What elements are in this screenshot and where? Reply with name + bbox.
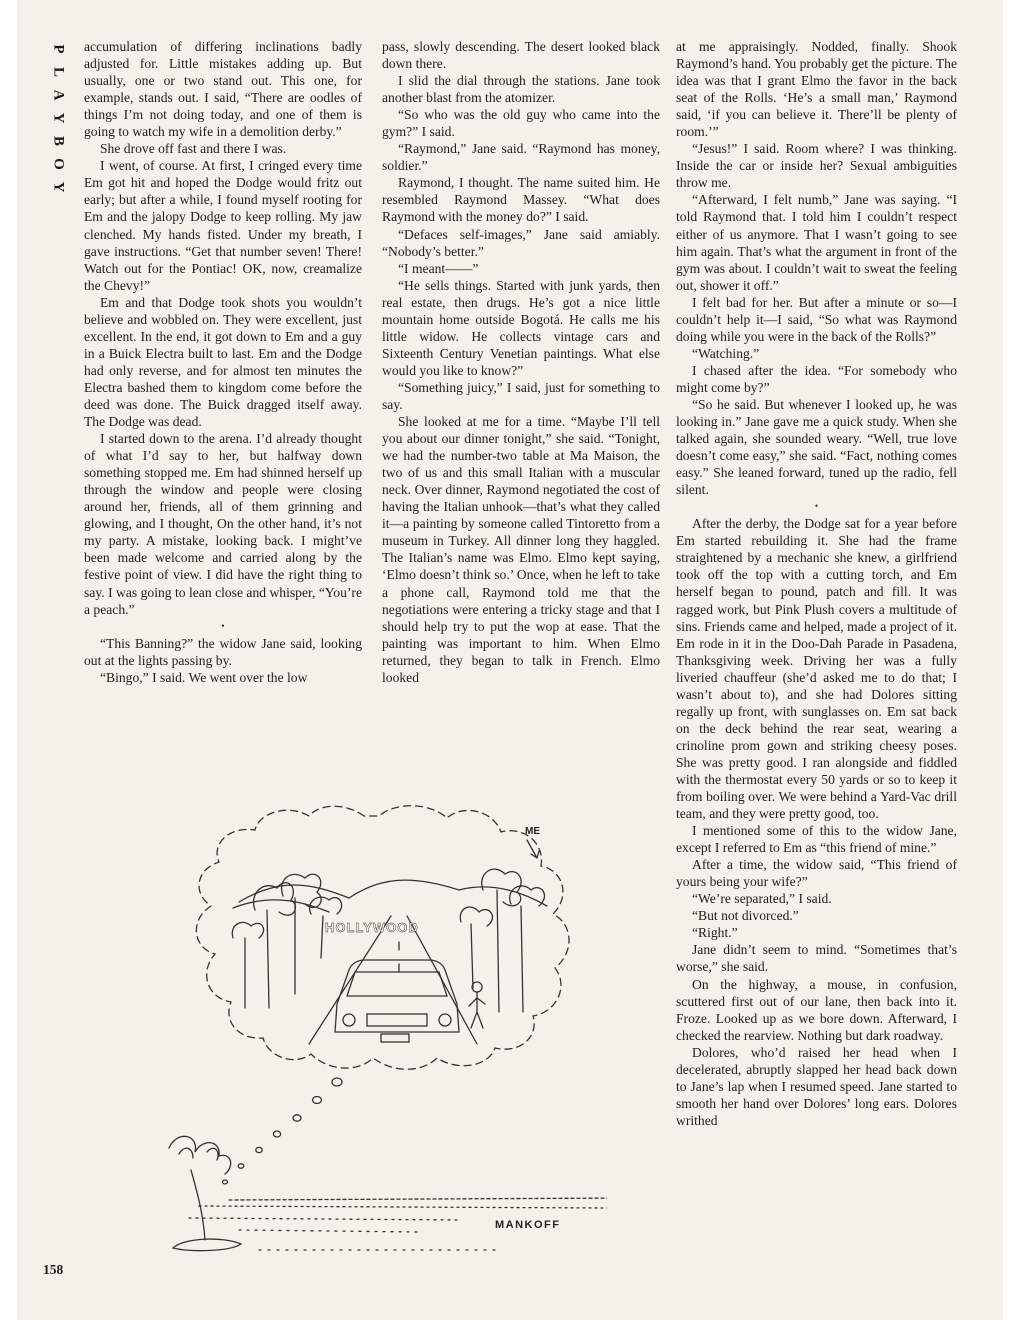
article-paragraph: She drove off fast and there I was. [100,141,287,157]
hollywood-sign: HOLLYWOOD [325,920,419,935]
article-paragraph: Em and that Dodge took shots you wouldn’t believe and wobbled on. They were excellent, just excellent. In the end, it got down to Em and a guy in a Buick Electra built to last. Em and the Dodge had only reverse, and for almost ten minutes the Electra bashed them to kingdom come before the deed was done. The Buick dragged itself away. The Dodge was dead. [84,294,362,430]
island-palm-icon [169,1136,231,1240]
running-head-letter: B [50,135,67,147]
page-number: 158 [43,1262,64,1277]
article-paragraph: “I meant——” [398,260,479,276]
running-head-letter: L [50,66,67,78]
article-paragraph: pass, slowly descending. The desert looked black down there. [382,39,660,72]
cartoon-credit: MANKOFF [495,1219,561,1231]
article-paragraph: “So he said. But whenever I looked up, he was looking in.” Jane gave me a quick study. When she talked again, she sounded weary. “Well, true love doesn’t come easy,” she said. “Fact, nothing comes easy.” She leaned forward, tuned up the radio, fell silent. [676,396,957,498]
article-paragraph: I mentioned some of this to the widow Jane, except I referred to Em as “this friend of mine.” [676,823,957,856]
article-paragraph: “This Banning?” the widow Jane said, looking out at the lights passing by. [84,635,362,668]
section-break-bullet: • [221,620,225,631]
running-head-letter: Y [50,112,67,125]
article-paragraph: “Watching.” [692,345,760,361]
article-paragraph: “So who was the old guy who came into the gym?” I said. [382,107,660,140]
article-paragraph: “We’re separated,” I said. [692,891,832,907]
article-paragraph: at me appraisingly. Nodded, finally. Shook Raymond’s hand. You probably get the picture. The idea was that I grant Elmo the favor in the back seat of the Rolls. ‘He’s a small man,’ Raymond said, ‘if you can believe it. There’ll be plenty of room.’” [676,39,957,140]
me-label: ME [525,826,540,837]
article-column-3 [676,38,957,1129]
running-head-letter: Y [50,181,67,194]
article-paragraph: I started down to the arena. I’d already thought of what I’d say to her, but halfway down something stopped me. Em had shinned herself up through the window and people were closing around her, friends, all of them grinning and glowing, and I thought, On the other hand, it’s not my party. A mistake, looking back. I might’ve been made welcome and carried along by the festive point of view. I did have the right thing to say. I was going to lean close and whisper, “You’re a peach.” [84,431,362,617]
article-paragraph: “Afterward, I felt numb,” Jane was saying. “I told Raymond that. I told him I couldn’t respect either of us anymore. That I wasn’t going to see him again. That’s what the argument in front of the gym was about. I couldn’t wait to sweat the feeling out, shower it off.” [676,192,957,293]
article-paragraph: I slid the dial through the stations. Jane took another blast from the atomizer. [382,73,660,106]
article-paragraph: After the derby, the Dodge sat for a year before Em started rebuilding it. She had the frame straightened by a mechanic she knew, a girlfriend took off the top with a cutting torch, and Em herself began to pound, patch and fill. It was ragged work, but Pink Plush covers a multitude of sins. Friends came and helped, made a project of it. Em rode in it in the Doo-Dah Parade in Pasadena, Thanksgiving week. Driving her was a fully liveried chauffeur (she’d asked me to do that; I wasn’t about to), and she had Dolores sitting regally up front, with sunglasses on. Em sat back on the deck behind the rear seat, wearing a crinoline prom gown and striking cheesy poses. She was pretty good. I ran alongside and fiddled with the thermostat every 50 yards or so to keep it from boiling over. We were behind a Yard-Vac drill team, and they were pretty good, too. [676,516,957,822]
article-paragraph: Raymond, I thought. The name suited him. He resembled Raymond Massey. “What does Raymond with the money do?” I said. [382,175,660,225]
cartoon-illustration [159,782,607,1252]
article-paragraph: “Jesus!” I said. Room where? I was thinking. Inside the car or inside her? Sexual ambiguities throw me. [676,141,957,191]
section-break-bullet: • [814,501,819,512]
article-paragraph: “Raymond,” Jane said. “Raymond has money, soldier.” [382,141,660,174]
running-head-letter: P [50,44,67,55]
article-paragraph: After a time, the widow said, “This friend of yours being your wife?” [676,857,957,890]
magazine-page [17,0,1003,1320]
article-paragraph: “Right.” [692,925,738,941]
article-paragraph: “He sells things. Started with junk yards, then real estate, then drugs. He’s got a nice little mountain home outside Bogotá. He calls me his little widow. He collects vintage cars and Sixteenth Century Venetian paintings. What else would you like to know?” [382,277,660,378]
running-head-letter: O [50,158,67,171]
article-paragraph: I felt bad for her. But after a minute or so—I couldn’t help it—I said, “So what was Raymond doing while you were in the back of the Rolls?” [676,294,957,344]
article-paragraph: I went, of course. At first, I cringed every time Em got hit and hoped the Dodge would fritz out early; but after a while, I found myself rooting for Em and the jalopy Dodge to keep rolling. My jaw clenched. My hands fisted. Under my breath, I gave instructions. “Get that number seven! There! Watch out for the Pontiac! OK, now, creamalize the Chevy!” [84,158,362,293]
article-paragraph: On the highway, a mouse, in confusion, scuttered first out of our lane, then back into it. Froze. Looked up as we bore down. Afterward, I checked the rearview. Nothing but dark roadway. [676,976,957,1043]
article-column-1 [84,38,362,686]
article-paragraph: “Defaces self-images,” Jane said amiably. “Nobody’s better.” [382,226,660,259]
article-paragraph: accumulation of differing inclinations badly adjusted for. Little mistakes adding up. But usually, one or two stand out. This one, for example, stands out. I said, “There are oodles of things I’m not doing today, and one of them is going to watch my wife in a demolition derby.” [84,39,362,140]
article-paragraph: I chased after the idea. “For somebody who might come by?” [676,362,957,395]
running-head [43,38,73,199]
article-paragraph: Jane didn’t seem to mind. “Sometimes that’s worse,” she said. [676,942,957,975]
article-paragraph: She looked at me for a time. “Maybe I’ll tell you about our dinner tonight,” she said. “Tonight, we had the number-two table at Ma Maison, the two of us and this small Italian with a muscular neck. Over dinner, Raymond negotiated the cost of having the Italian unhook—that’s what they called it—a painting by someone called Tintoretto from a museum in Turkey. All dinner long they haggled. The Italian’s name was Elmo. Elmo kept saying, ‘Elmo doesn’t think so.’ Once, when he left to take a phone call, Raymond told me that the negotiations were entering a tricky stage and that I should help try to put the wop at ease. That the painting was important to him. When Elmo returned, they began to talk in French. Elmo looked [382,414,660,685]
article-paragraph: “Something juicy,” I said, just for something to say. [382,379,660,412]
article-paragraph: “Bingo,” I said. We went over the low [100,669,308,685]
article-paragraph: “But not divorced.” [692,908,799,924]
thought-cloud [196,806,569,1070]
running-head-letter: A [50,89,67,102]
article-column-2 [382,38,660,686]
article-paragraph: Dolores, who’d raised her head when I decelerated, abruptly slapped her head back down to Jane’s lap when I resumed speed. Jane started to smooth her hand over Dolores’ long ears. Dolores writhed [676,1044,957,1128]
